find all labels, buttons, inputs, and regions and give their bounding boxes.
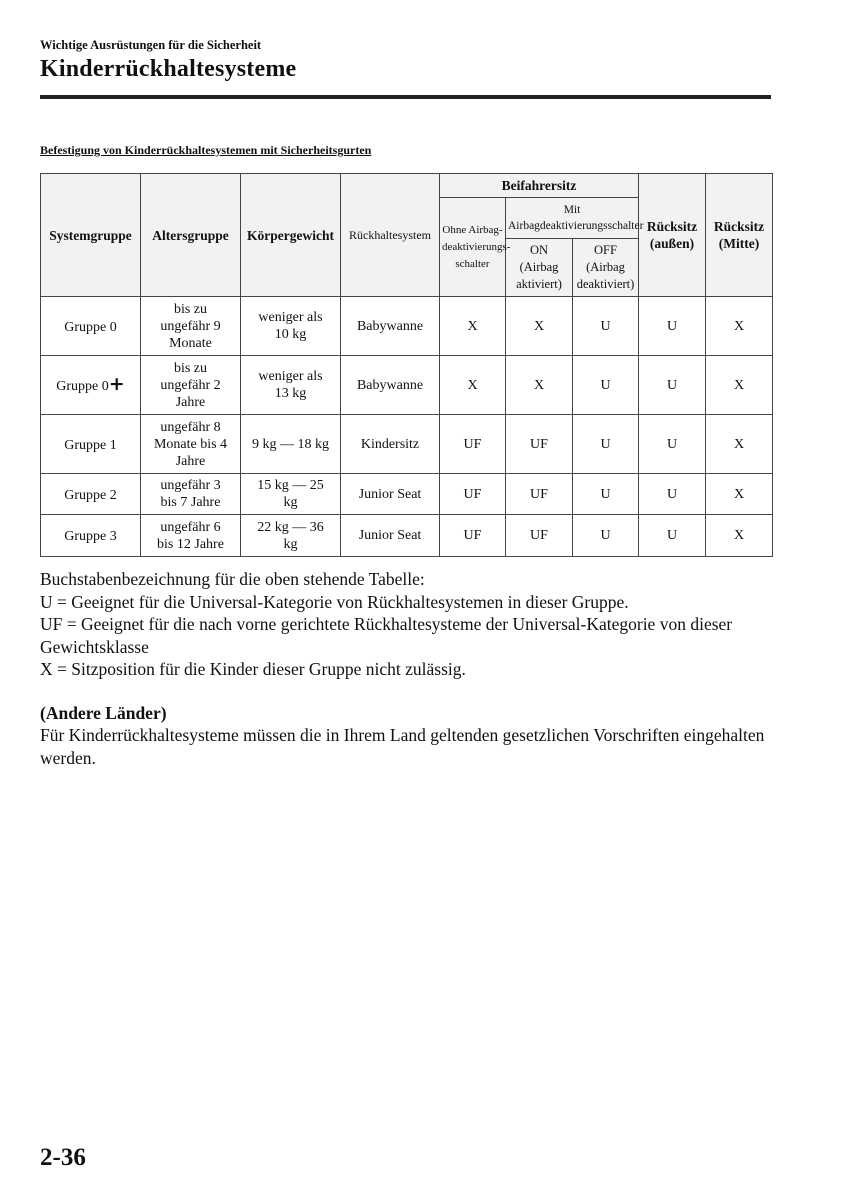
cell-on: UF	[506, 474, 573, 515]
cell-off: U	[573, 415, 639, 474]
cell-system: Kindersitz	[341, 415, 440, 474]
cell-aussen: U	[639, 474, 706, 515]
header-systemgruppe: Systemgruppe	[41, 174, 141, 297]
cell-gruppe: Gruppe 1	[41, 415, 141, 474]
cell-off: U	[573, 474, 639, 515]
cell-mitte: X	[706, 415, 773, 474]
cell-aussen: U	[639, 297, 706, 356]
table-row	[41, 415, 773, 474]
cell-on: X	[506, 297, 573, 356]
header-rueckhaltesystem: Rückhaltesystem	[341, 174, 440, 297]
page-title: Kinderrückhaltesysteme	[40, 56, 297, 82]
cell-ohne: UF	[440, 515, 506, 557]
cell-gruppe: Gruppe 0	[41, 297, 141, 356]
cell-ohne: X	[440, 356, 506, 415]
header-koerpergewicht: Körpergewicht	[241, 174, 341, 297]
cell-off: U	[573, 515, 639, 557]
cell-gruppe: Gruppe 3	[41, 515, 141, 557]
cell-aussen: U	[639, 356, 706, 415]
cell-alter: ungefähr 3 bis 7 Jahre	[141, 474, 241, 515]
cell-gewicht: 9 kg — 18 kg	[241, 415, 341, 474]
cell-mitte: X	[706, 297, 773, 356]
table-row	[41, 515, 773, 557]
header-ohne-airbagschalter: Ohne Airbag- deaktivierungs- schalter	[440, 198, 506, 297]
plus-icon: +	[108, 372, 125, 395]
header-ruecksitz-mitte: Rücksitz (Mitte)	[706, 174, 773, 297]
legend-u: U = Geeignet für die Universal-Kategorie von Rückhaltesystemen in dieser Gruppe.	[40, 591, 629, 612]
table-caption: Befestigung von Kinderrückhaltesystemen mit Sicherheitsgurten	[40, 143, 372, 157]
header-beifahrersitz: Beifahrersitz	[440, 174, 639, 198]
cell-ohne: UF	[440, 415, 506, 474]
table-row	[41, 474, 773, 515]
cell-mitte: X	[706, 356, 773, 415]
page-number: 2-36	[40, 1144, 86, 1171]
cell-gruppe: Gruppe 2	[41, 474, 141, 515]
legend-uf: UF = Geeignet für die nach vorne gerichtete Rückhaltesysteme der Universal-Kategorie von dieser Gewichtsklasse	[40, 614, 733, 657]
cell-on: UF	[506, 515, 573, 557]
cell-aussen: U	[639, 415, 706, 474]
cell-system: Junior Seat	[341, 474, 440, 515]
cell-gewicht: weniger als 13 kg	[241, 356, 341, 415]
table-legend	[40, 568, 780, 681]
other-countries-heading: (Andere Länder)	[40, 703, 167, 723]
cell-off: U	[573, 356, 639, 415]
header-airbag-off: OFF (Airbag deaktiviert)	[573, 239, 639, 297]
other-countries-text: Für Kinderrückhaltesysteme müssen die in Ihrem Land geltenden gesetzlichen Vorschriften eingehalten werden.	[40, 725, 765, 768]
header-airbag-on: ON (Airbag aktiviert)	[506, 239, 573, 297]
cell-mitte: X	[706, 515, 773, 557]
table-row	[41, 297, 773, 356]
section-label: Wichtige Ausrüstungen für die Sicherheit	[40, 38, 262, 52]
cell-alter: ungefähr 8 Monate bis 4 Jahre	[141, 415, 241, 474]
cell-system: Babywanne	[341, 356, 440, 415]
legend-x: X = Sitzposition für die Kinder dieser Gruppe nicht zulässig.	[40, 659, 466, 679]
title-divider	[40, 95, 771, 99]
cell-gewicht: weniger als 10 kg	[241, 297, 341, 356]
legend-intro: Buchstabenbezeichnung für die oben stehende Tabelle:	[40, 569, 425, 589]
cell-alter: bis zu ungefähr 9 Monate	[141, 297, 241, 356]
header-mit-airbagschalter: Mit Airbagdeaktivierungsschalter	[506, 198, 639, 239]
cell-on: UF	[506, 415, 573, 474]
cell-ohne: X	[440, 297, 506, 356]
cell-gewicht: 22 kg — 36 kg	[241, 515, 341, 557]
cell-gruppe: Gruppe 0+	[41, 356, 141, 415]
cell-gewicht: 15 kg — 25 kg	[241, 474, 341, 515]
cell-alter: ungefähr 6 bis 12 Jahre	[141, 515, 241, 557]
cell-system: Babywanne	[341, 297, 440, 356]
child-restraint-table	[40, 173, 773, 557]
cell-aussen: U	[639, 515, 706, 557]
header-altersgruppe: Altersgruppe	[141, 174, 241, 297]
table-row	[41, 356, 773, 415]
cell-system: Junior Seat	[341, 515, 440, 557]
cell-mitte: X	[706, 474, 773, 515]
cell-alter: bis zu ungefähr 2 Jahre	[141, 356, 241, 415]
cell-on: X	[506, 356, 573, 415]
cell-ohne: UF	[440, 474, 506, 515]
header-ruecksitz-aussen: Rücksitz (außen)	[639, 174, 706, 297]
cell-off: U	[573, 297, 639, 356]
